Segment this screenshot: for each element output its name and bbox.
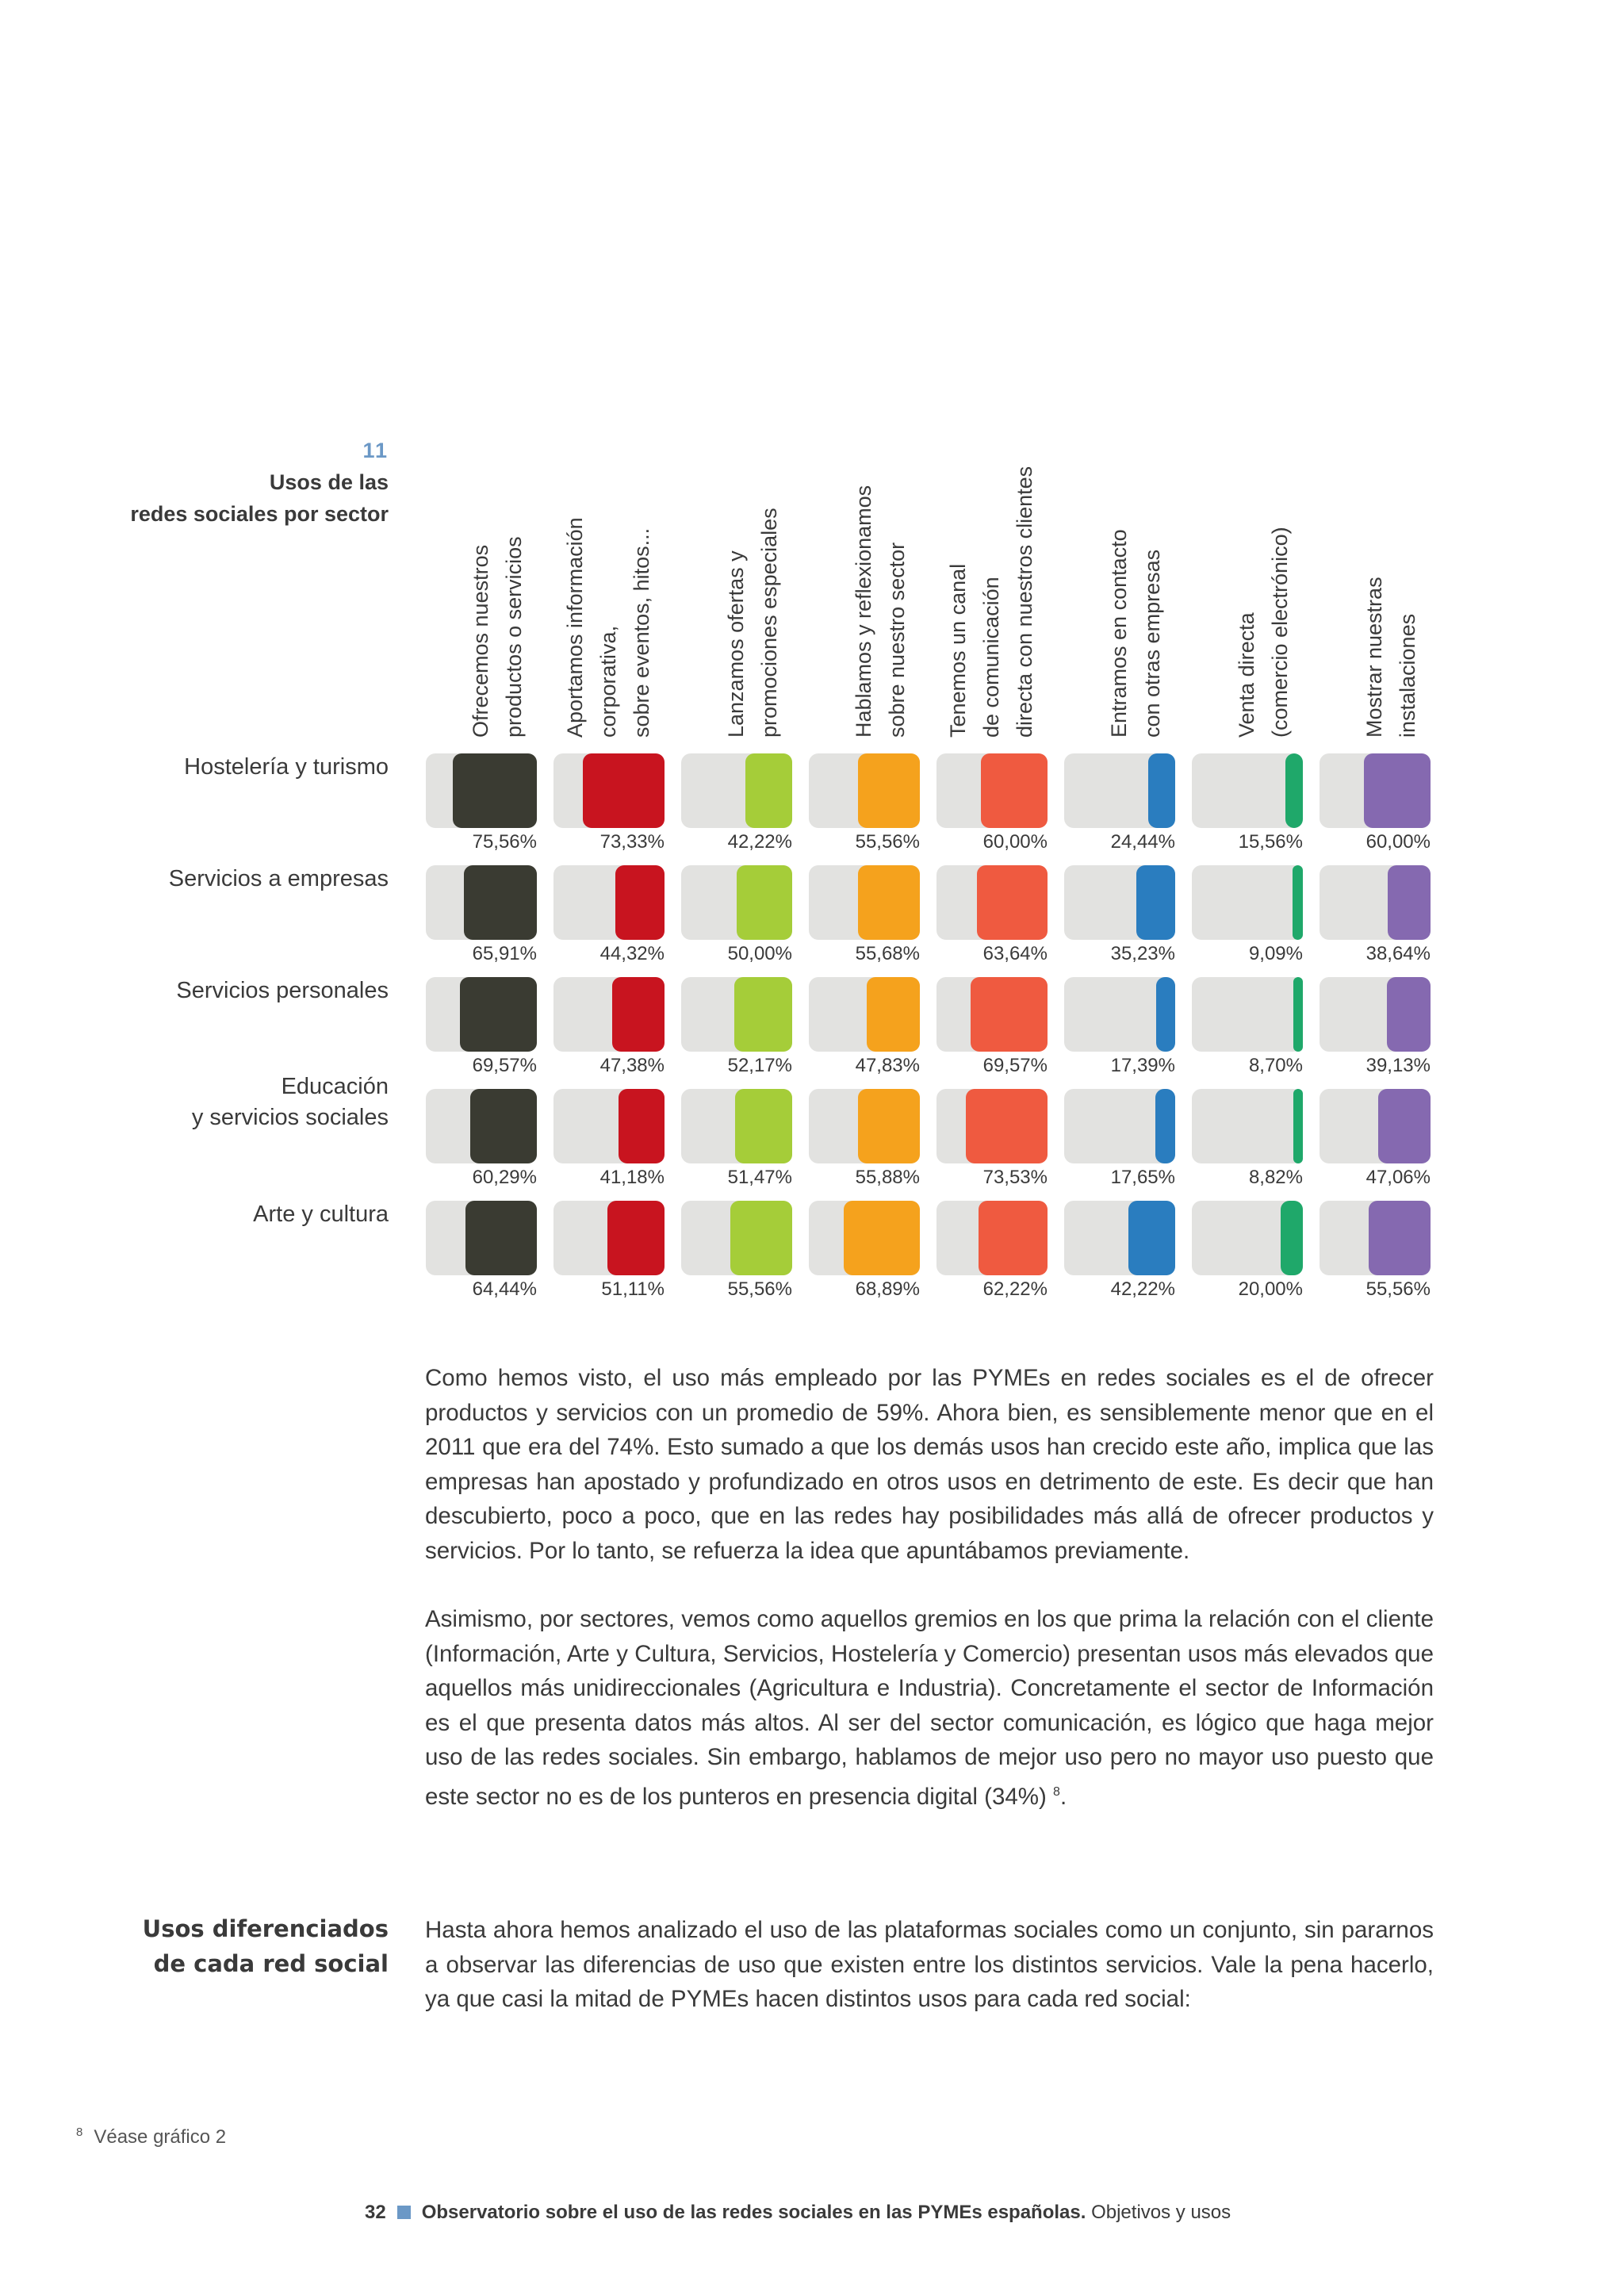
value-label: 15,56%: [1238, 831, 1303, 853]
row-label-line: Servicios a empresas: [168, 866, 389, 891]
column-header: [464, 536, 530, 738]
chart-cell: [936, 1201, 1048, 1304]
value-label: 24,44%: [1110, 831, 1175, 853]
bar-fill: [1388, 865, 1431, 940]
chart-cell: [553, 1089, 665, 1192]
chart-cell: [553, 753, 665, 857]
value-label: 47,38%: [599, 1055, 665, 1076]
paragraph-text: [425, 1602, 1434, 1814]
value-label: 68,89%: [855, 1278, 920, 1300]
chart-cell: [681, 1201, 792, 1304]
page-footer: [365, 2202, 1231, 2224]
column-header-line: Aportamos información: [563, 517, 587, 738]
bar-fill: [1136, 865, 1175, 940]
column-header-line: Tenemos un canal: [946, 563, 970, 738]
chart-cell: [936, 865, 1048, 968]
footnote-reference: 8: [1053, 1784, 1060, 1799]
chart-cell: [809, 1201, 920, 1304]
bar-fill: [730, 1201, 792, 1275]
figure-title-line-2: redes sociales por sector: [130, 502, 389, 526]
column-header-line: instalaciones: [1396, 613, 1419, 738]
section-title-line-1: Usos diferenciados: [142, 1915, 389, 1942]
chart-cell: [1064, 865, 1175, 968]
chart-cell: [1064, 1201, 1175, 1304]
column-header-line: directa con nuestros clientes: [1013, 466, 1036, 738]
chart-cell: [426, 1089, 537, 1192]
value-label: 64,44%: [472, 1278, 537, 1300]
value-label: 50,00%: [727, 943, 792, 964]
paragraph-2-text: Asimismo, por sectores, vemos como aquellos gremios en los que prima la relación con el cliente (Información, Arte y Cultura, Servicios, Hostelería y Comercio) presentan usos más elevados que aquellos más unidireccionales (Agricultura e Industria). Concretamente el sector de Información es el que presenta datos más altos. Al ser del sector comunicación, es lógico que haga mejor uso de las redes sociales. Sin embargo, hablamos de mejor uso pero no mayor uso puesto que este sector no es de los punteros en presencia digital (34%): [425, 1606, 1434, 1810]
column-header: [719, 508, 786, 738]
bar-fill: [1128, 1201, 1175, 1275]
chart-cell: [809, 977, 920, 1080]
bar-fill: [844, 1201, 920, 1275]
column-header-line: Hablamos y reflexionamos: [852, 485, 875, 738]
value-label: 17,65%: [1110, 1167, 1175, 1188]
value-label: 42,22%: [727, 831, 792, 853]
row-label-line: Arte y cultura: [253, 1202, 389, 1227]
chart-cell: [426, 753, 537, 857]
chart-cell: [1192, 865, 1303, 968]
column-header-line: productos o servicios: [502, 536, 526, 738]
column-header-line: sobre eventos, hitos...: [630, 527, 653, 738]
column-header-line: sobre nuestro sector: [885, 542, 909, 738]
value-label: 63,64%: [982, 943, 1048, 964]
column-header: [1358, 577, 1424, 738]
bar-fill: [977, 865, 1048, 940]
value-label: 44,32%: [599, 943, 665, 964]
chart-cell: [1320, 753, 1431, 857]
row-label-line: y servicios sociales: [191, 1105, 389, 1130]
bar-fill: [867, 977, 920, 1052]
footer-square-icon: [397, 2206, 411, 2219]
bar-fill: [465, 1201, 537, 1275]
column-header: [558, 517, 658, 738]
bar-fill: [737, 865, 792, 940]
chart-cell: [1192, 753, 1303, 857]
row-label: [253, 1199, 389, 1230]
chart-cell: [553, 1201, 665, 1304]
column-header-line: Ofrecemos nuestros: [469, 544, 492, 738]
footer-title-bold: Observatorio sobre el uso de las redes sociales en las PYMEs españolas.: [421, 2202, 1086, 2223]
row-label-line: Hostelería y turismo: [184, 754, 389, 780]
column-header-line: promociones especiales: [757, 508, 781, 738]
value-label: 73,53%: [982, 1167, 1048, 1188]
bar-fill: [1293, 865, 1303, 940]
bar-fill: [858, 753, 920, 828]
bar-fill: [460, 977, 537, 1052]
value-label: 55,56%: [855, 831, 920, 853]
value-label: 52,17%: [727, 1055, 792, 1076]
column-header-line: (comercio electrónico): [1268, 527, 1292, 738]
value-label: 47,83%: [855, 1055, 920, 1076]
chart-cell: [1064, 1089, 1175, 1192]
bar-fill: [607, 1201, 665, 1275]
bar-fill: [1364, 753, 1431, 828]
bar-fill: [583, 753, 665, 828]
chart-cell: [1320, 1089, 1431, 1192]
bar-fill: [1293, 977, 1303, 1052]
row-label: [192, 1071, 389, 1133]
value-label: 35,23%: [1110, 943, 1175, 964]
bar-fill: [981, 753, 1048, 828]
page-number: 32: [365, 2202, 386, 2223]
column-header-line: Entramos en contacto: [1107, 529, 1131, 738]
footnote: [76, 2125, 226, 2148]
footnote-mark: 8: [76, 2125, 83, 2139]
value-label: 51,11%: [601, 1278, 665, 1300]
value-label: 20,00%: [1238, 1278, 1303, 1300]
value-label: 69,57%: [982, 1055, 1048, 1076]
column-header-line: de comunicación: [979, 577, 1003, 738]
column-header-line: con otras empresas: [1140, 549, 1164, 738]
value-label: 39,13%: [1365, 1055, 1431, 1076]
row-label: [184, 752, 389, 783]
chart-cell: [1064, 977, 1175, 1080]
chart-cell: [1320, 865, 1431, 968]
bar-fill: [858, 865, 920, 940]
bar-fill: [734, 977, 792, 1052]
chart-cell: [1192, 1201, 1303, 1304]
value-label: 55,56%: [1365, 1278, 1431, 1300]
bar-fill: [1148, 753, 1175, 828]
bar-fill: [470, 1089, 537, 1163]
figure-title: [130, 435, 389, 530]
value-label: 55,56%: [727, 1278, 792, 1300]
value-label: 42,22%: [1110, 1278, 1175, 1300]
body-paragraph-2: [425, 1602, 1434, 1814]
bar-fill: [615, 865, 665, 940]
value-label: 62,22%: [982, 1278, 1048, 1300]
chart-cell: [1192, 977, 1303, 1080]
bar-fill: [1387, 977, 1431, 1052]
row-label: [176, 976, 389, 1006]
chart-cell: [553, 977, 665, 1080]
value-label: 60,29%: [472, 1167, 537, 1188]
chart-cell: [936, 1089, 1048, 1192]
chart-cell: [1320, 977, 1431, 1080]
bar-track: [1192, 865, 1303, 940]
chart-cell: [809, 1089, 920, 1192]
chart-cell: [936, 753, 1048, 857]
paragraph-2-end: .: [1059, 1783, 1067, 1810]
chart-cell: [426, 1201, 537, 1304]
body-paragraph-1: [425, 1361, 1434, 1568]
bar-fill: [1156, 977, 1175, 1052]
value-label: 55,88%: [855, 1167, 920, 1188]
section-title: [143, 1911, 389, 1981]
bar-fill: [612, 977, 665, 1052]
value-label: 8,70%: [1248, 1055, 1303, 1076]
chart-cell: [681, 865, 792, 968]
figure-title-line-1: Usos de las: [269, 470, 389, 494]
paragraph-text: Como hemos visto, el uso más empleado por las PYMEs en redes sociales es el de ofrecer productos y servicios con un promedio de 59%. Ahora bien, es sensiblemente menor que en el 2011 que era del 74%. Esto sumado a que los demás usos han crecido este año, implica que las empresas han apostado y profundizado en otros usos en detrimento de este. Es decir que han descubierto, poco a poco, que en las redes hay posibilidades más allá de ofrecer productos y servicios. Por lo tanto, se refuerza la idea que apuntábamos previamente.: [425, 1365, 1434, 1564]
value-label: 69,57%: [472, 1055, 537, 1076]
section-title-line-2: de cada red social: [153, 1950, 389, 1977]
body-paragraph-3: [425, 1913, 1434, 2017]
figure-number: 11: [362, 439, 389, 462]
bar-fill: [1285, 753, 1303, 828]
footer-title-rest: Objetivos y usos: [1086, 2202, 1231, 2223]
chart-cell: [809, 753, 920, 857]
bar-fill: [1293, 1089, 1303, 1163]
bar-fill: [858, 1089, 920, 1163]
bar-track: [1192, 1089, 1303, 1163]
chart-cell: [1192, 1089, 1303, 1192]
bar-fill: [1281, 1201, 1303, 1275]
bar-fill: [971, 977, 1048, 1052]
value-label: 41,18%: [599, 1167, 665, 1188]
bar-fill: [979, 1201, 1048, 1275]
column-header: [847, 485, 914, 738]
footnote-text: Véase gráfico 2: [94, 2126, 227, 2148]
row-label: [169, 864, 389, 895]
bar-fill: [464, 865, 537, 940]
value-label: 9,09%: [1248, 943, 1303, 964]
value-label: 60,00%: [1365, 831, 1431, 853]
bar-fill: [1369, 1201, 1431, 1275]
bar-fill: [966, 1089, 1048, 1163]
chart-cell: [681, 753, 792, 857]
value-label: 55,68%: [855, 943, 920, 964]
value-label: 38,64%: [1365, 943, 1431, 964]
column-header-line: Mostrar nuestras: [1362, 577, 1386, 738]
chart-cell: [1064, 753, 1175, 857]
chart-cell: [936, 977, 1048, 1080]
value-label: 65,91%: [472, 943, 537, 964]
row-label-line: Educación: [281, 1074, 389, 1099]
column-header-line: Venta directa: [1235, 612, 1258, 738]
column-header-line: corporativa,: [596, 625, 620, 738]
row-label-line: Servicios personales: [176, 978, 389, 1003]
bar-fill: [1155, 1089, 1175, 1163]
value-label: 60,00%: [982, 831, 1048, 853]
bar-fill: [745, 753, 792, 828]
chart-cell: [681, 977, 792, 1080]
value-label: 51,47%: [727, 1167, 792, 1188]
bar-fill: [619, 1089, 665, 1163]
bar-fill: [453, 753, 537, 828]
paragraph-text: Hasta ahora hemos analizado el uso de las plataformas sociales como un conjunto, sin pararnos a observar las diferencias de uso que existen entre los distintos servicios. Vale la pena hacerlo, ya que casi la mitad de PYMEs hacen distintos usos para cada red social:: [425, 1917, 1434, 2012]
value-label: 8,82%: [1248, 1167, 1303, 1188]
chart-cell: [426, 977, 537, 1080]
bar-fill: [735, 1089, 792, 1163]
value-label: 75,56%: [472, 831, 537, 853]
bar-track: [1192, 977, 1303, 1052]
chart-cell: [681, 1089, 792, 1192]
column-header: [1230, 527, 1297, 738]
value-label: 17,39%: [1110, 1055, 1175, 1076]
chart-cell: [1320, 1201, 1431, 1304]
column-header: [1102, 529, 1169, 738]
chart-cell: [809, 865, 920, 968]
chart-cell: [426, 865, 537, 968]
column-header-line: Lanzamos ofertas y: [724, 550, 748, 738]
column-header: [941, 466, 1041, 738]
bar-fill: [1378, 1089, 1431, 1163]
value-label: 73,33%: [599, 831, 665, 853]
value-label: 47,06%: [1365, 1167, 1431, 1188]
chart-cell: [553, 865, 665, 968]
